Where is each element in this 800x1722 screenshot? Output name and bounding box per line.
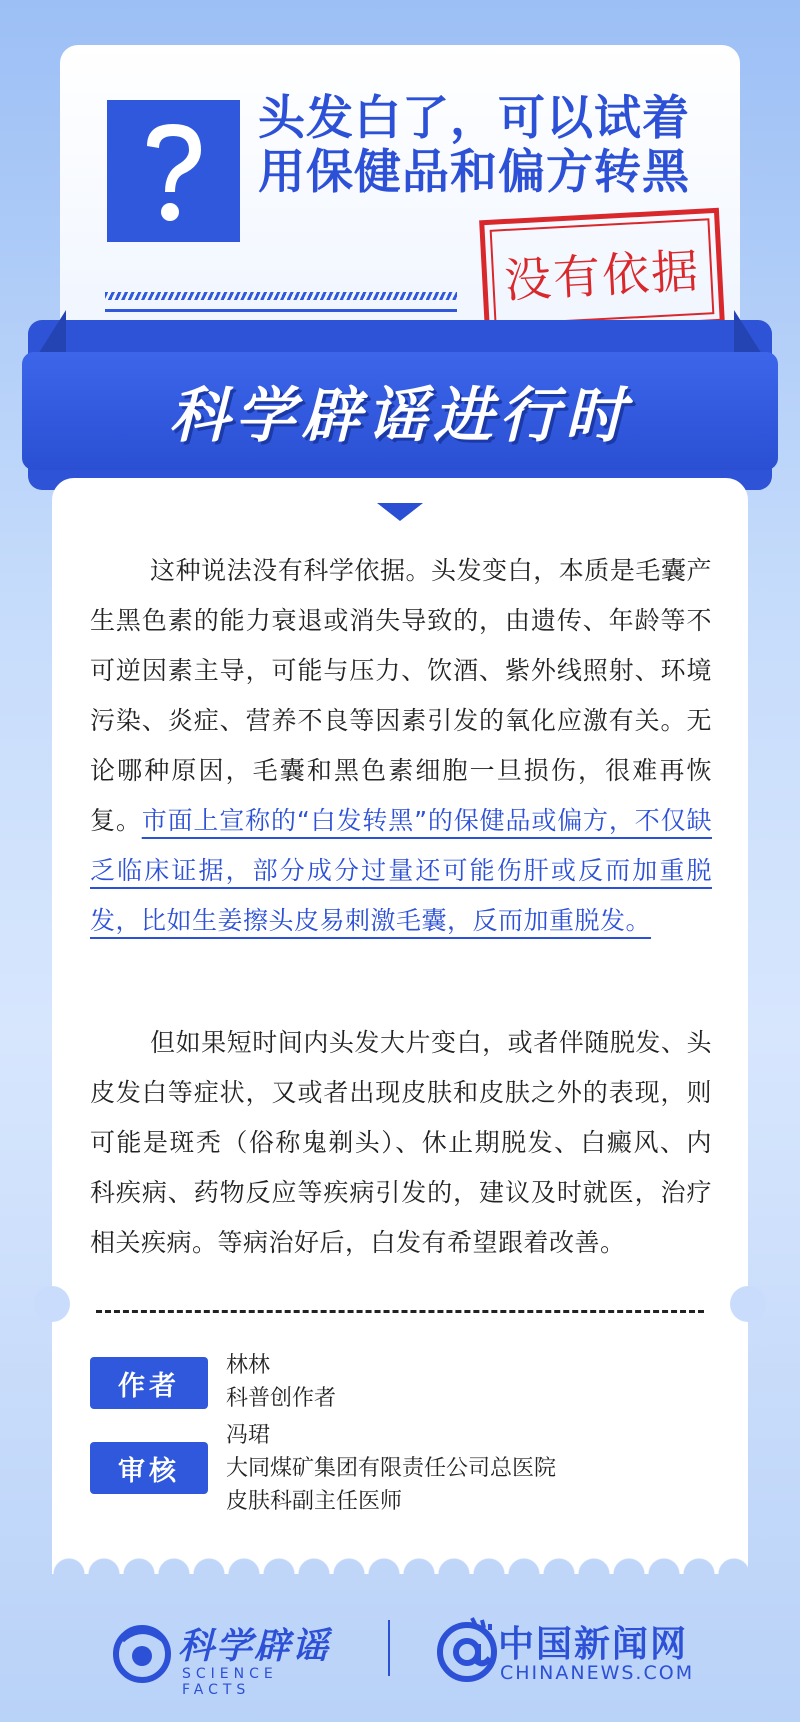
- paragraph-2-text: 但如果短时间内头发大片变白，或者伴随脱发、头皮发白等症状，又或者出现皮肤和皮肤之外的表现，则可能是斑秃（俗称鬼剃头）、休止期脱发、白癜风、内科疾病、药物反应等疾病引发的，建议及时就医，治疗相关疾病。等病治好后，白发有希望跟着改善。: [90, 1028, 712, 1257]
- footer-divider: [388, 1620, 390, 1676]
- article-paragraph-1: [90, 546, 712, 946]
- paragraph-1-text: 这种说法没有科学依据。头发变白，本质是毛囊产生黑色素的能力衰退或消失导致的，由遗传、年龄等不可逆因素主导，可能与压力、饮酒、紫外线照射、环境污染、炎症、营养不良等因素引发的氧化应激有关。无论哪种原因，毛囊和黑色素细胞一旦损伤，很难再恢复。: [90, 556, 712, 835]
- ticket-notch-right: [730, 1286, 766, 1322]
- reviewer-org: 大同煤矿集团有限责任公司总医院: [226, 1456, 557, 1481]
- author-info: [226, 1349, 336, 1415]
- question-mark-icon: [107, 100, 240, 242]
- banner-title: 科学辟谣进行时: [169, 381, 631, 451]
- science-facts-logo: [108, 1610, 348, 1698]
- decorative-line: [105, 309, 457, 312]
- chinanews-sub: CHINANEWS.COM: [500, 1662, 695, 1684]
- pointer-triangle-icon: [377, 503, 423, 521]
- ticket-scallop-edge: [52, 1546, 748, 1574]
- author-title: 科普创作者: [226, 1386, 337, 1411]
- banner: [22, 352, 778, 470]
- at-sign-logo-icon: [432, 1614, 502, 1684]
- science-facts-logo-icon: [108, 1618, 176, 1686]
- ticket-notch-left: [34, 1286, 70, 1322]
- paragraph-1-highlight: 市面上宣称的“白发转黑”的保健品或偏方，不仅缺乏临床证据，部分成分过量还可能伤肝或反而加重脱发，比如生姜擦头皮易刺激毛囊，反而加重脱发。: [90, 806, 712, 935]
- chinanews-name: 中国新闻网: [498, 1624, 689, 1665]
- chinanews-logo: [432, 1610, 712, 1686]
- article-paragraph-2: [90, 1018, 712, 1268]
- author-name: 林林: [226, 1353, 271, 1378]
- stamp-text: 没有依据: [502, 243, 702, 309]
- reviewer-info: [226, 1419, 556, 1518]
- footer: [0, 1600, 800, 1700]
- dashed-divider: [96, 1310, 704, 1313]
- decorative-hatch: [105, 292, 457, 300]
- science-facts-name: 科学辟谣: [178, 1626, 331, 1667]
- reviewer-title: 皮肤科副主任医师: [226, 1489, 403, 1514]
- science-facts-sub: SCIENCE FACTS: [182, 1666, 278, 1698]
- headline-title: 头发白了，可以试着用保健品和偏方转黑: [258, 91, 690, 200]
- reviewer-tag: 审核: [90, 1442, 208, 1494]
- reviewer-name: 冯珺: [226, 1423, 271, 1448]
- stamp-badge: [479, 208, 725, 336]
- author-tag: 作者: [90, 1357, 208, 1409]
